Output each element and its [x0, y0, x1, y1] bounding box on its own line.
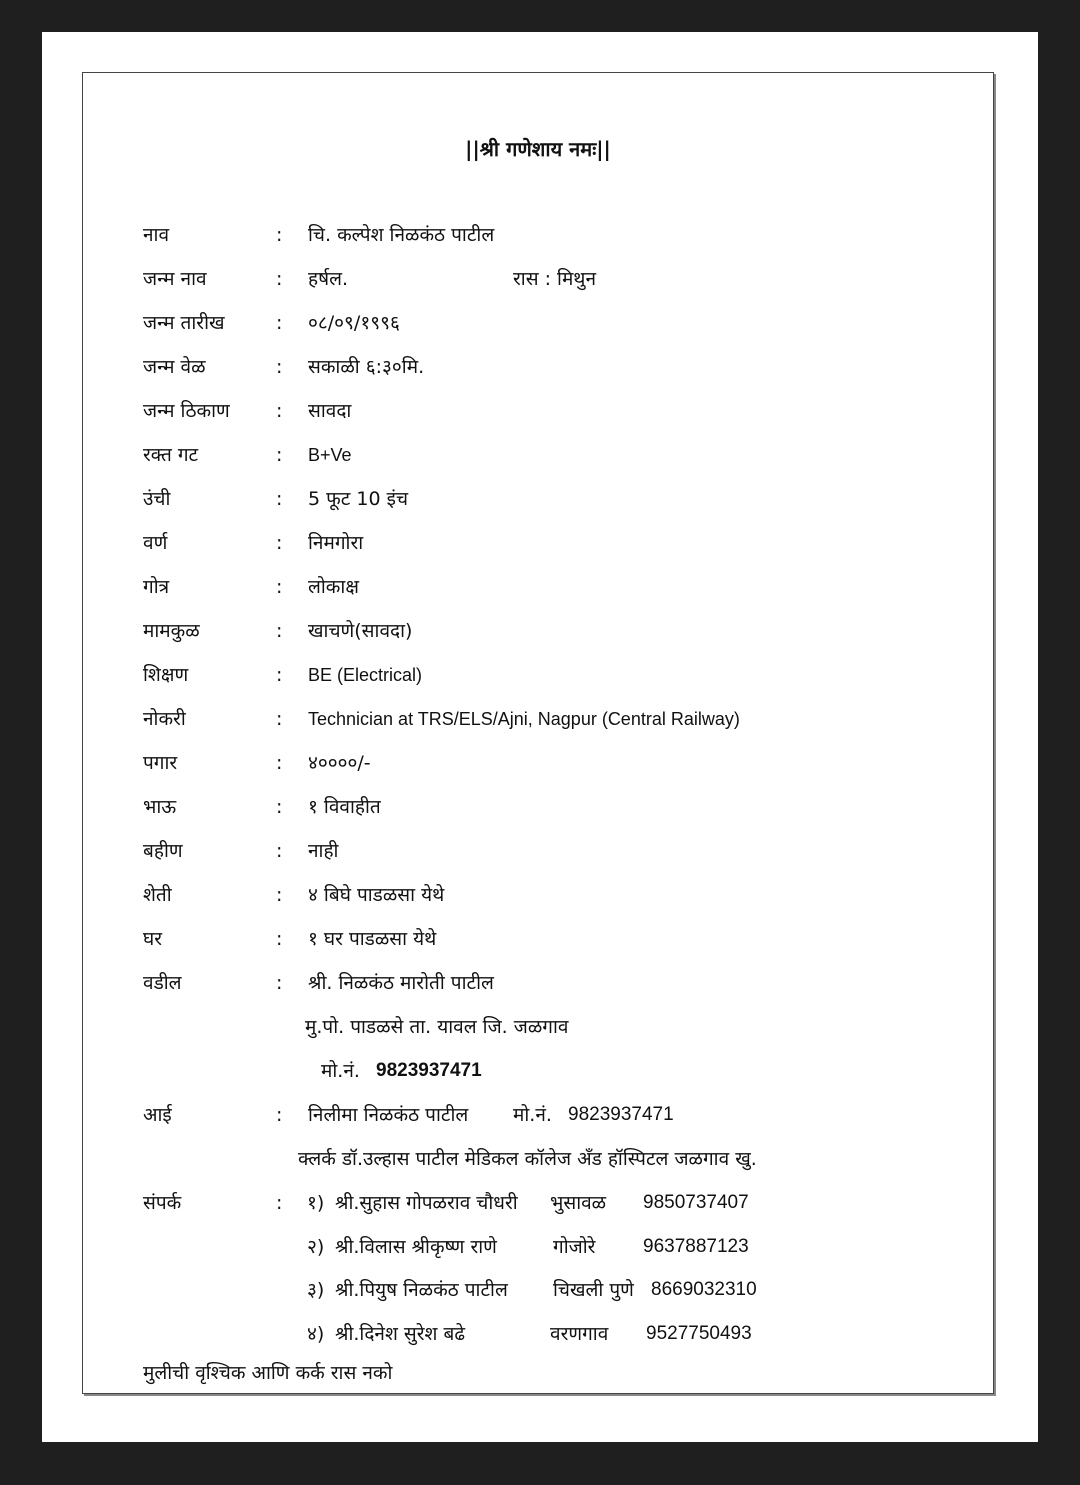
field-label: उंची	[143, 488, 171, 510]
field-label: घर	[143, 928, 163, 950]
contact-place: वरणगाव	[550, 1323, 609, 1345]
field-colon: :	[276, 972, 283, 994]
field-value: ०८/०९/१९९६	[308, 312, 400, 334]
field-label: शेती	[143, 884, 172, 906]
contact-number: ३)	[307, 1279, 325, 1301]
field-value: खाचणे(सावदा)	[308, 620, 413, 642]
document-page	[42, 32, 1038, 1442]
field-colon: :	[276, 620, 283, 642]
contact-phone: 9527750493	[646, 1323, 752, 1344]
contact-place: चिखली पुणे	[553, 1279, 634, 1301]
mother-work: क्लर्क डॉ.उल्हास पाटील मेडिकल कॉलेज अँड हॉस्पिटल जळगाव खु.	[298, 1148, 757, 1170]
field-colon: :	[276, 268, 283, 290]
contact-name: श्री.पियुष निळकंठ पाटील	[335, 1279, 508, 1301]
contacts-label: संपर्क	[143, 1192, 182, 1214]
field-label: वर्ण	[143, 532, 168, 554]
contact-number: ४)	[307, 1323, 325, 1345]
field-colon: :	[276, 312, 283, 334]
field-colon: :	[276, 400, 283, 422]
field-value: Technician at TRS/ELS/Ajni, Nagpur (Central Railway)	[308, 709, 740, 729]
contact-place: गोजोरे	[553, 1236, 596, 1258]
field-colon: :	[276, 488, 283, 510]
field-colon: :	[276, 444, 283, 466]
field-colon: :	[276, 928, 283, 950]
field-value: हर्षल.	[308, 268, 348, 290]
mother-name: निलीमा निळकंठ पाटील	[308, 1104, 469, 1126]
field-value: BE (Electrical)	[308, 665, 423, 685]
field-label: नोकरी	[143, 708, 186, 730]
contact-name: श्री.सुहास गोपळराव चौधरी	[335, 1192, 518, 1214]
field-value: लोकाक्ष	[308, 576, 359, 598]
field-label: पगार	[143, 752, 178, 774]
footer-note: मुलीची वृश्चिक आणि कर्क रास नको	[143, 1362, 393, 1384]
field-extra-rashi: रास : मिथुन	[513, 268, 596, 290]
field-colon: :	[276, 752, 283, 774]
contact-place: भुसावळ	[550, 1192, 607, 1214]
field-value: ४ बिघे पाडळसा येथे	[308, 884, 445, 906]
field-label: शिक्षण	[143, 664, 189, 686]
contact-number: २)	[307, 1236, 325, 1258]
field-label: गोत्र	[143, 576, 170, 598]
field-colon: :	[276, 884, 283, 906]
field-colon: :	[276, 356, 283, 378]
field-label: जन्म वेळ	[143, 356, 206, 378]
field-colon: :	[276, 1104, 283, 1126]
field-label: नाव	[143, 224, 170, 246]
page-title: ||श्री गणेशाय नमः||	[465, 137, 611, 161]
field-value: निमगोरा	[308, 532, 364, 554]
field-label: बहीण	[143, 840, 183, 862]
field-label: जन्म ठिकाण	[143, 400, 230, 422]
field-value: १ विवाहीत	[308, 796, 381, 818]
field-colon: :	[276, 708, 283, 730]
field-value: नाही	[308, 840, 339, 862]
field-label: रक्त गट	[143, 444, 199, 466]
father-phone-prefix: मो.नं.	[321, 1060, 360, 1082]
contact-name: श्री.दिनेश सुरेश बढे	[335, 1323, 466, 1345]
field-colon: :	[276, 1192, 283, 1214]
contact-number: १)	[307, 1192, 325, 1214]
field-value: सकाळी ६:३०मि.	[308, 356, 425, 378]
father-name: श्री. निळकंठ मारोती पाटील	[308, 972, 494, 994]
field-value: B+Ve	[308, 445, 352, 465]
mother-phone-prefix: मो.नं.	[513, 1104, 552, 1126]
biodata-frame	[82, 72, 994, 1394]
contact-phone: 8669032310	[651, 1279, 757, 1300]
field-label: भाऊ	[143, 796, 177, 818]
father-phone: 9823937471	[376, 1060, 482, 1081]
father-address: मु.पो. पाडळसे ता. यावल जि. जळगाव	[305, 1016, 569, 1038]
mother-label: आई	[143, 1104, 172, 1126]
field-colon: :	[276, 532, 283, 554]
mother-phone: 9823937471	[568, 1104, 674, 1125]
field-colon: :	[276, 576, 283, 598]
father-label: वडील	[143, 972, 182, 994]
field-label: जन्म नाव	[143, 268, 207, 290]
field-value: चि. कल्पेश निळकंठ पाटील	[308, 224, 495, 246]
field-colon: :	[276, 224, 283, 246]
contact-phone: 9637887123	[643, 1236, 749, 1257]
field-value: 5 फूट 10 इंच	[308, 488, 409, 510]
field-value: ४००००/-	[308, 752, 371, 774]
field-colon: :	[276, 840, 283, 862]
field-value: १ घर पाडळसा येथे	[308, 928, 437, 950]
contact-phone: 9850737407	[643, 1192, 749, 1213]
field-colon: :	[276, 796, 283, 818]
field-label: जन्म तारीख	[143, 312, 225, 334]
field-value: सावदा	[308, 400, 352, 422]
field-label: मामकुळ	[143, 620, 200, 642]
contact-name: श्री.विलास श्रीकृष्ण राणे	[335, 1236, 497, 1258]
field-colon: :	[276, 664, 283, 686]
